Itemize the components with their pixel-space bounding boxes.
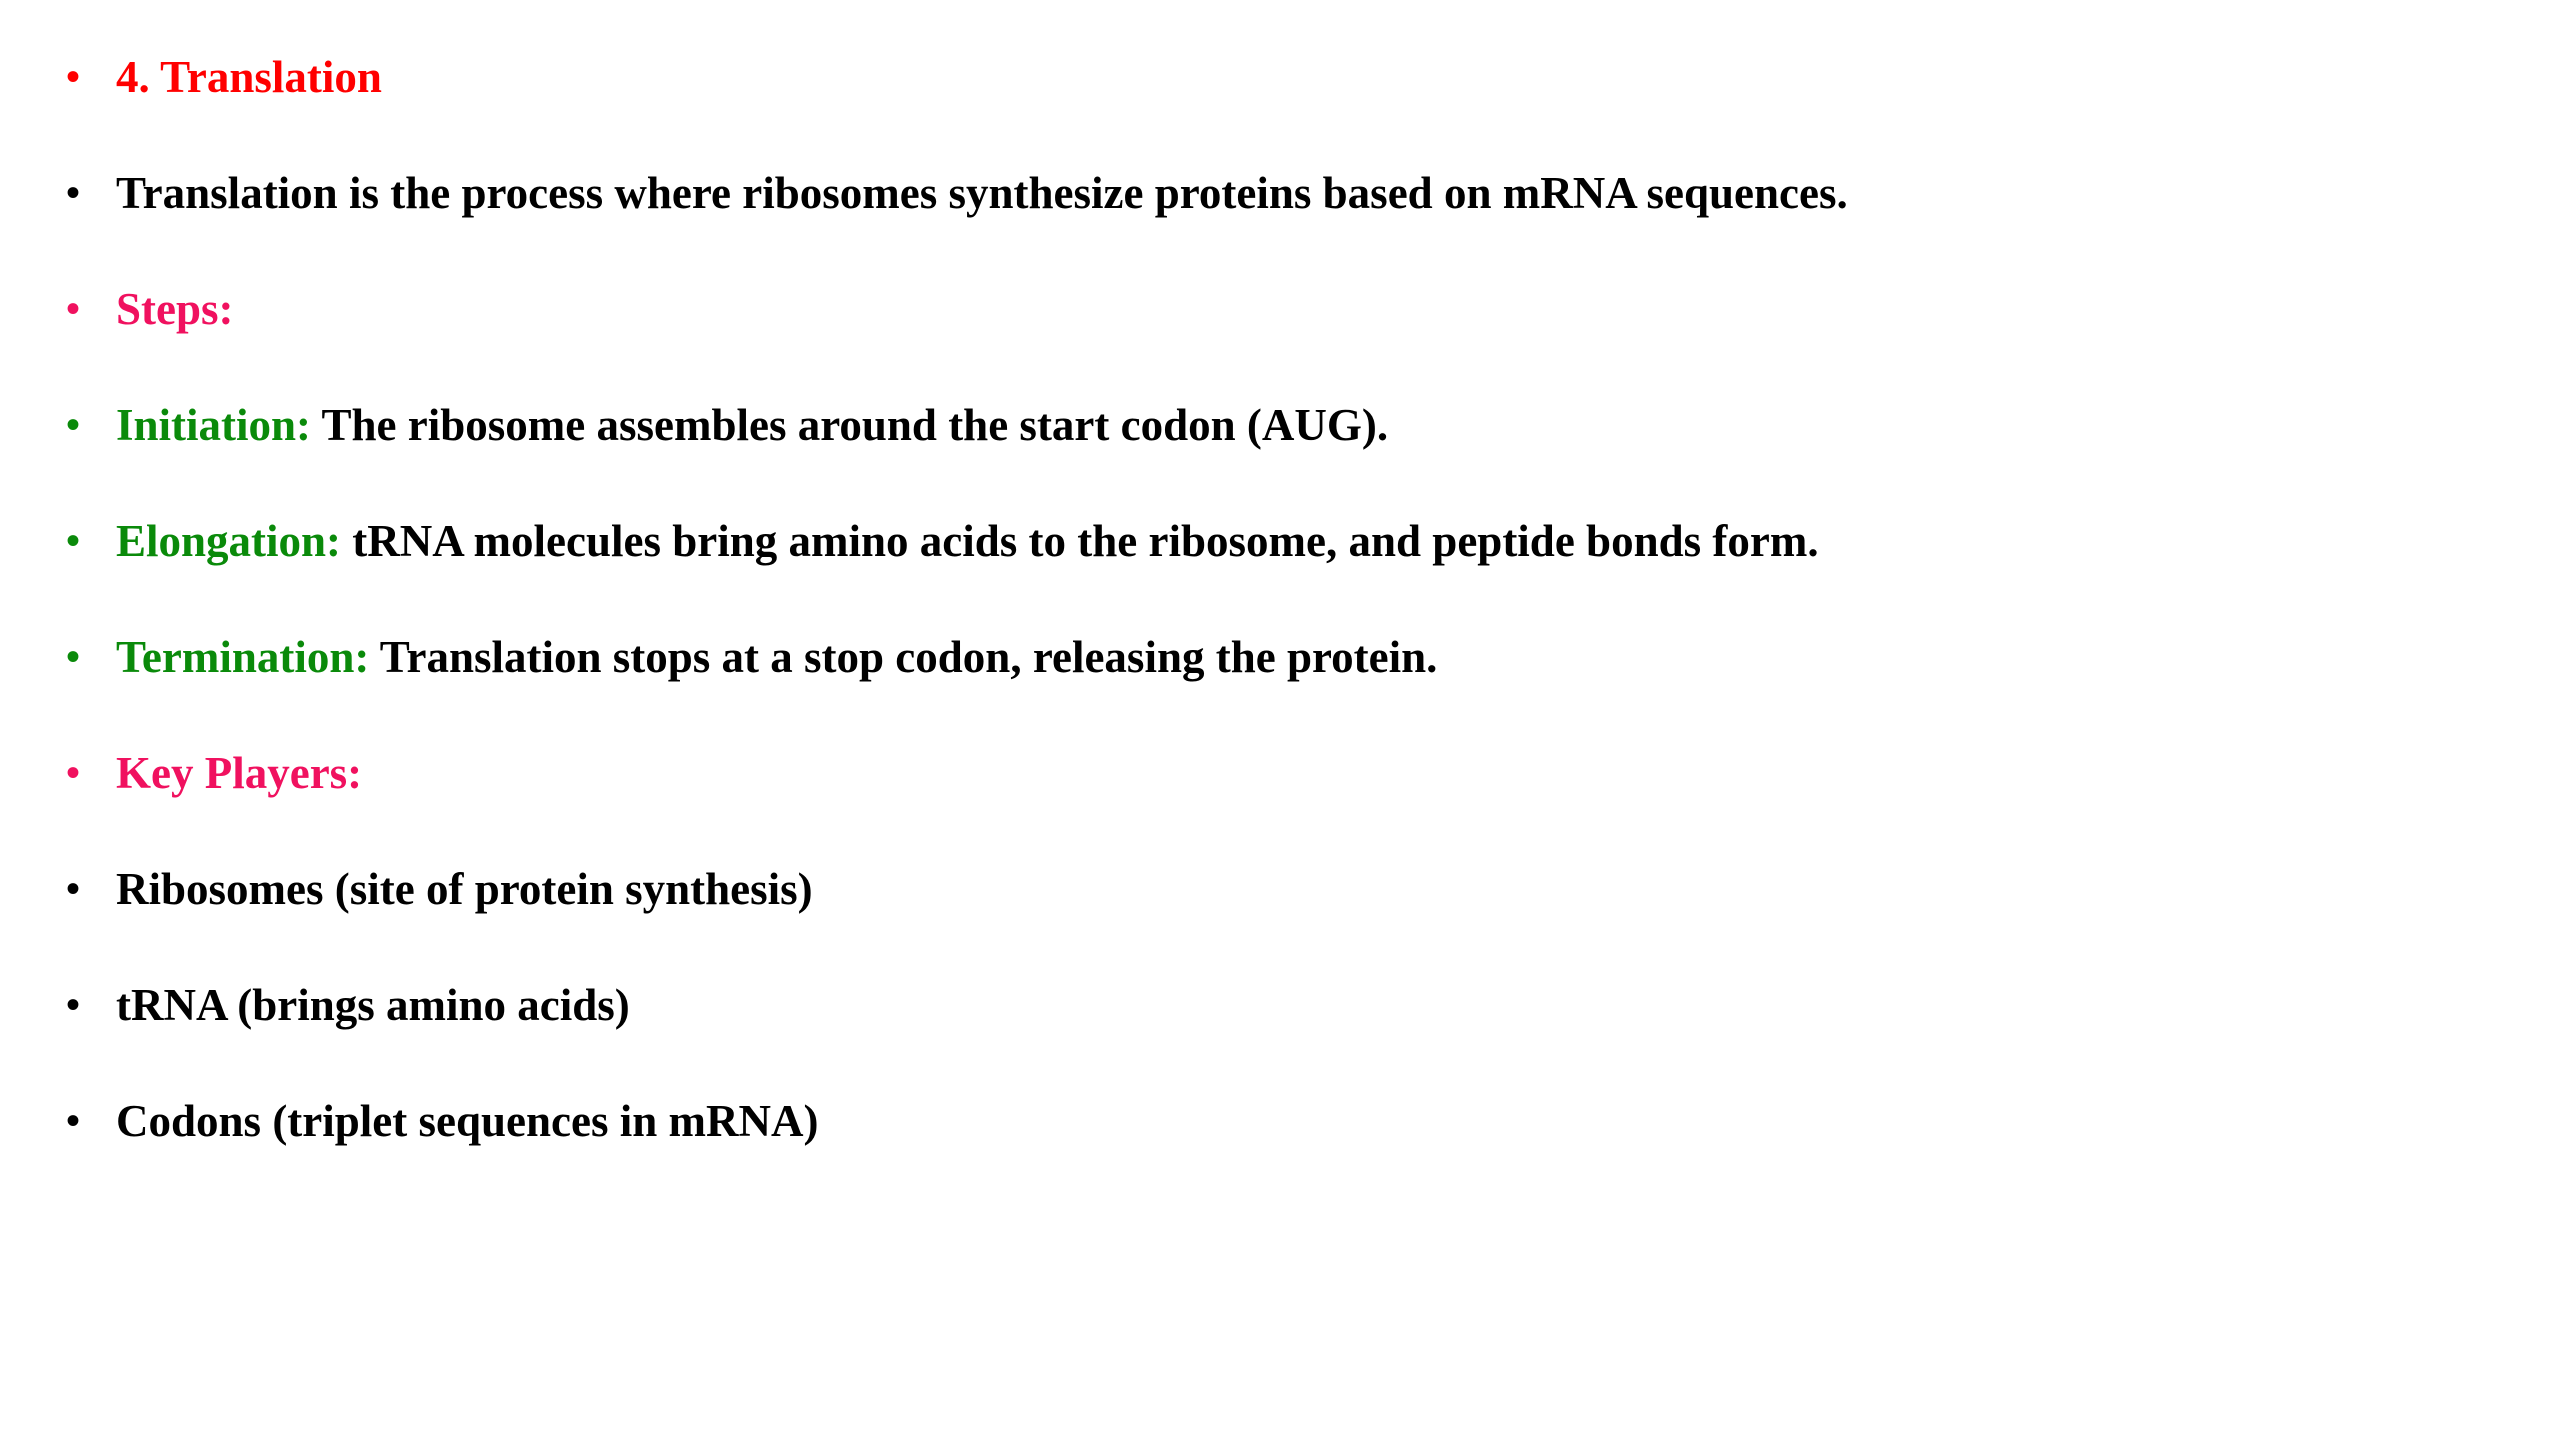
step-label: Termination: xyxy=(116,632,370,682)
step-elongation xyxy=(66,506,1819,576)
key-players-heading xyxy=(66,738,362,808)
list-item-text: Codons (triplet sequences in mRNA) xyxy=(116,1096,819,1146)
bullet-icon: • xyxy=(66,518,81,563)
list-item xyxy=(66,970,630,1040)
step-description: The ribosome assembles around the start codon (AUG). xyxy=(311,400,1389,450)
bullet-icon: • xyxy=(66,170,81,215)
step-description: Translation stops at a stop codon, releasing the protein. xyxy=(369,632,1438,682)
list-item xyxy=(66,1086,819,1156)
bullet-icon: • xyxy=(66,634,81,679)
bullet-icon: • xyxy=(66,402,81,447)
step-label: Initiation: xyxy=(116,400,312,450)
steps-heading-label: Steps: xyxy=(116,284,234,334)
section-title-label: 4. Translation xyxy=(116,52,382,102)
bullet-icon: • xyxy=(66,866,81,911)
step-initiation xyxy=(66,390,1388,460)
bullet-icon: • xyxy=(66,982,81,1027)
step-description: tRNA molecules bring amino acids to the ribosome, and peptide bonds form. xyxy=(341,516,1819,566)
list-item-text: Translation is the process where ribosomes synthesize proteins based on mRNA sequences. xyxy=(116,168,1848,218)
step-termination xyxy=(66,622,1437,692)
steps-heading xyxy=(66,274,234,344)
bullet-icon: • xyxy=(66,286,81,331)
bullet-icon: • xyxy=(66,1098,81,1143)
bullet-icon: • xyxy=(66,750,81,795)
key-players-heading-label: Key Players: xyxy=(116,748,363,798)
list-item-text: Ribosomes (site of protein synthesis) xyxy=(116,864,813,914)
list-item xyxy=(66,854,813,924)
list-item xyxy=(66,158,1848,228)
bullet-icon: • xyxy=(66,54,81,99)
section-title xyxy=(66,42,382,112)
step-label: Elongation: xyxy=(116,516,342,566)
list-item-text: tRNA (brings amino acids) xyxy=(116,980,630,1030)
